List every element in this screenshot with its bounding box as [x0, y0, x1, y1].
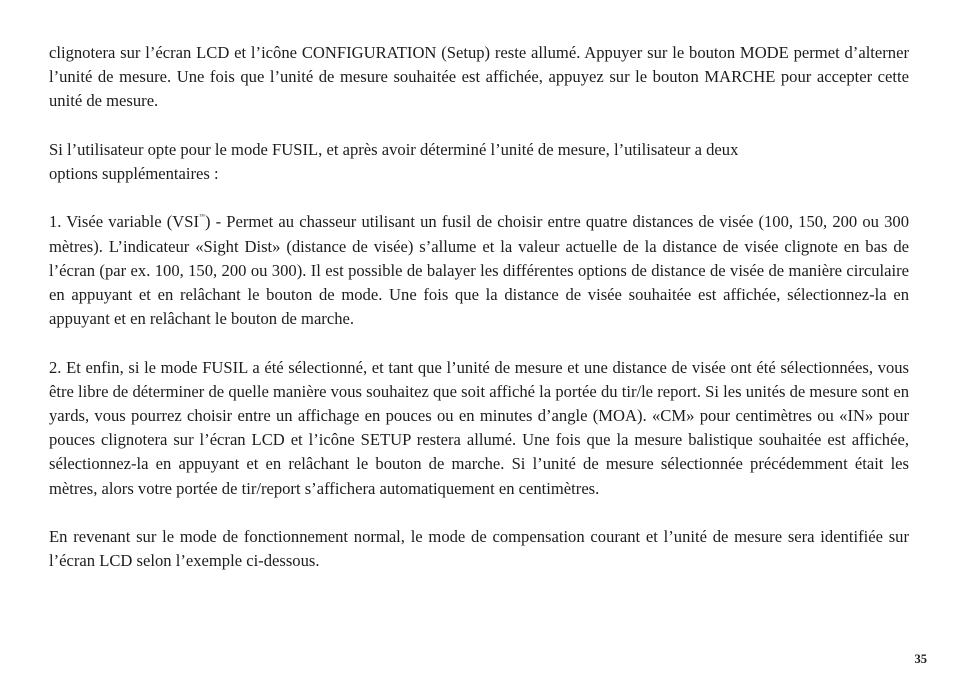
paragraph-variable-sight — [49, 210, 909, 331]
page-number: 35 — [914, 652, 927, 666]
variable-sight-text-start: 1. Visée variable (VSI — [49, 212, 200, 232]
variable-sight-text-end: ) - Permet au chasseur utilisant un fusil de choisir entre quatre distances de visée (100, 150, 200 ou 300 mètres). L’indicateur «Sight Dist» (distance de visée) s’allume et la valeur actuelle de la distance de visée clignote en bas de l’écran (par ex. 100, 150, 200 ou 300). Il est possible de balayer les différentes options de distance de visée de manière circulaire en appuyant et en relâchant le bouton de mode. Une fois que la distance de visée souhaitée est affichée, sélectionnez-la en appuyant et en relâchant le bouton de marche. — [49, 212, 909, 329]
paragraph-normal-mode: En revenant sur le mode de fonctionnement normal, le mode de compensation courant et l’unité de mesure sera identifiée sur l’écran LCD selon l’exemple ci-dessous. — [49, 527, 909, 571]
trademark-symbol: ™ — [199, 214, 205, 221]
document-body — [49, 41, 909, 573]
paragraph-ballistic-display: 2. Et enfin, si le mode FUSIL a été sélectionné, et tant que l’unité de mesure et une distance de visée ont été sélectionnées, vous être libre de déterminer de quelle manière vous souhaitez que soit affiché la portée du tir/le report. Si les unités de mesure sont en yards, vous pourrez choisir entre un affichage en pouces ou en minutes d’angle (MOA). «CM» pour centimètres ou «IN» pour pouces clignotera sur l’écran LCD et l’icône SETUP restera allumé. Une fois que la mesure balistique souhaitée est affichée, sélectionnez-la en appuyant et en relâchant le bouton de marche. Si l’unité de mesure sélectionnée précédemment était les mètres, alors votre portée de tir/report s’affichera automatiquement en centimètres. — [49, 357, 909, 498]
paragraph-setup-unit: clignotera sur l’écran LCD et l’icône CONFIGURATION (Setup) reste allumé. Appuyer sur le bouton MODE permet d’alterner l’unité de mesure. Une fois que l’unité de mesure souhaitée est affichée, appuyez sur le bouton MARCHE pour accepter cette unité de mesure. — [49, 43, 909, 111]
paragraph-rifle-mode-line-1: Si l’utilisateur opte pour le mode FUSIL, et après avoir déterminé l’unité de mesure, l’utilisateur a deux — [49, 139, 739, 159]
paragraph-rifle-mode-intro — [49, 138, 909, 186]
paragraph-rifle-mode-line-2: options supplémentaires : — [49, 164, 219, 183]
